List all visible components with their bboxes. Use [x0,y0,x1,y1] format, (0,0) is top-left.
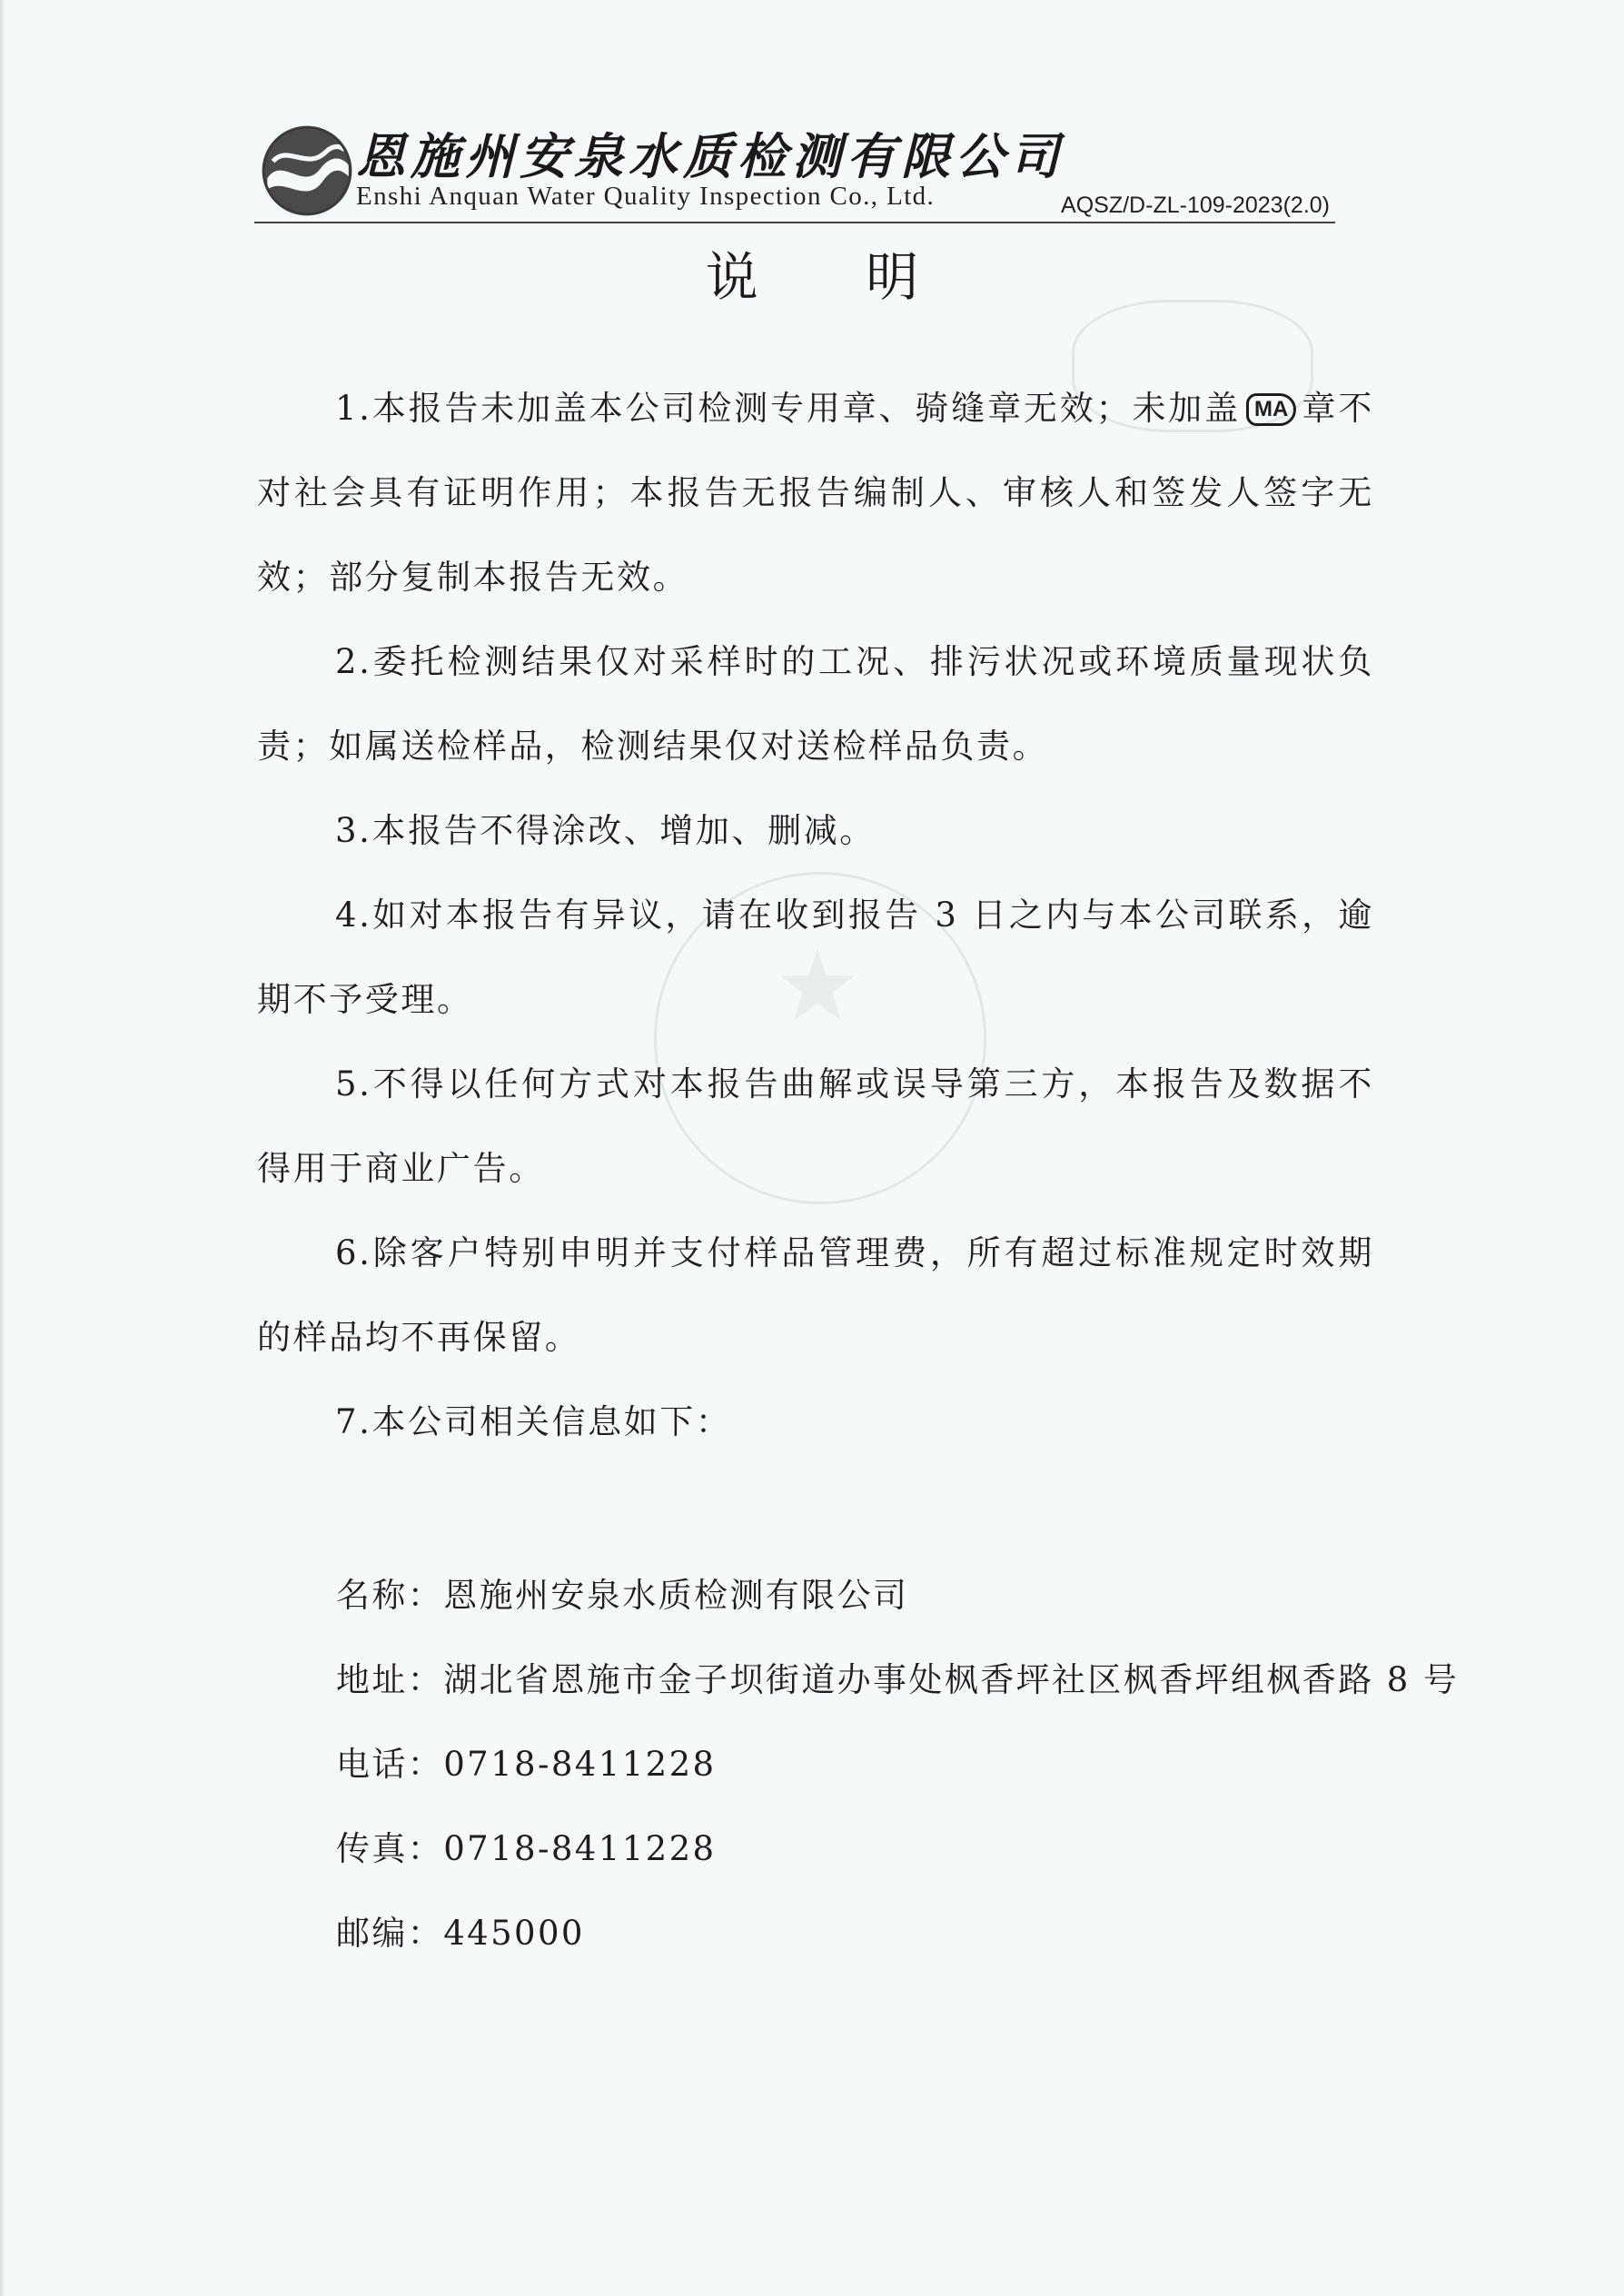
water-wave-logo-icon [260,124,354,218]
page-title: 说 明 [705,246,965,308]
info-phone-label: 电话： [336,1745,444,1784]
notes-body [257,366,1374,1464]
page-edge-shadow [0,0,5,2296]
info-address-value: 湖北省恩施市金子坝街道办事处枫香坪社区枫香坪组枫香路 8 号 [443,1660,1460,1699]
letterhead [254,116,1335,225]
company-name-cn: 恩施州安泉水质检测有限公司 [356,128,1065,185]
info-postcode-value: 445000 [443,1914,585,1953]
info-fax-label: 传真： [336,1829,444,1868]
info-row-fax [336,1817,1459,1902]
info-row-address [336,1648,1459,1733]
info-row-phone [336,1733,1459,1817]
info-row-name [336,1564,1459,1648]
note-item-1 [257,366,1374,619]
info-address-label: 地址： [336,1660,444,1699]
company-info [336,1564,1459,1986]
note-item-4: 4.如对本报告有异议，请在收到报告 3 日之内与本公司联系，逾期不予受理。 [257,896,1374,1019]
info-name-value: 恩施州安泉水质检测有限公司 [443,1576,909,1615]
note-item-3: 3.本报告不得涂改、增加、删减。 [335,811,876,850]
info-phone-value: 0718-8411228 [443,1745,717,1784]
note-item-7: 7.本公司相关信息如下： [335,1402,732,1441]
cma-mark-icon: MA [1246,393,1296,426]
note-item-2: 2.委托检测结果仅对采样时的工况、排污状况或环境质量现状负责；如属送检样品，检测结果仅对送检样品负责。 [257,642,1374,766]
company-name-en: Enshi Anquan Water Quality Inspection Co., Ltd. [356,182,936,211]
note-item-5: 5.不得以任何方式对本报告曲解或误导第三方，本报告及数据不得用于商业广告。 [257,1064,1374,1188]
document-code: AQSZ/D-ZL-109-2023(2.0) [1061,193,1330,218]
info-fax-value: 0718-8411228 [443,1829,717,1868]
info-row-postcode [336,1902,1459,1986]
info-postcode-label: 邮编： [336,1914,444,1953]
note-item-1-text-a: 1.本报告未加盖本公司检测专用章、骑缝章无效；未加盖 [335,389,1241,428]
note-item-6: 6.除客户特别申明并支付样品管理费，所有超过标准规定时效期的样品均不再保留。 [257,1233,1374,1357]
note-item-1-text-b: 章不对社会具有证明作用；本报告无报告编制人、审核人和签发人签字无效；部分复制本报告无效。 [257,389,1374,597]
info-name-label: 名称： [336,1576,444,1615]
header-divider [254,222,1335,223]
